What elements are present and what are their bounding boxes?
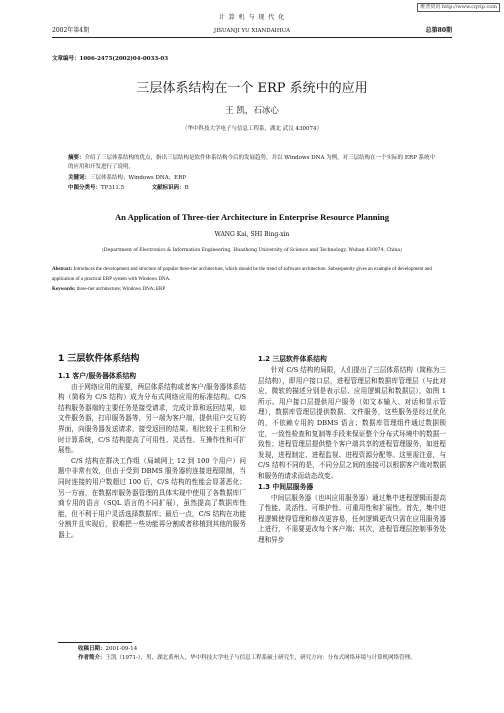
issue-label: 2002年第4期: [52, 27, 90, 34]
paragraph: C/S 结构在群决工作组（局域网上 12 到 100 个用户）问题中非常有效，但由于受到 DBMS 服务器的连接进程限制，当同时连接的用户数超过 100 后，C/S 结构的性能会显著恶化；另一方面，在数据库服务器管理的具体实现中使用了各数据库厂商专用的语言（SQL 语言的不同扩展），虽然提高了数据库性能，但不利于用户灵活选择数据库；最后一点，C/S 结构在功能分割并且实现后，很难把一些功能再分割或者移植到其他的服务器上。: [58, 456, 246, 539]
header-rule: [52, 37, 452, 38]
bio-label: 作者简介：: [78, 654, 106, 661]
doc-code-value: B: [184, 185, 189, 191]
abstract-cn-text: 介绍了三层体系结构的优点，指出三层结构是软件体系结构今后的发展趋势，并以 Windows DNA 为例，对三层结构在一个实际的 ERP 系统中的应用和开发进行了说明。: [68, 155, 436, 170]
page-title: 三层体系结构在一个 ERP 系统中的应用: [136, 81, 368, 96]
article-number: 文章编号：1006-2475(2002)04-0033-03: [52, 56, 169, 62]
received-date: [78, 645, 458, 654]
abstract-en: [52, 265, 452, 285]
affiliation-en: (Department of Electronics & Information Engineering, Huazhong University of Science and Technology, Wuhan 430074, China): [102, 248, 402, 253]
paragraph: 针对 C/S 结构的局限，人们提出了三层体系结构（简称为三层结构），即用户接口层，进程管理层和数据库管理层（与此对应，微软的描述分别是表示层、应用逻辑层和数据层），如图 1 所示。用户接口层提供用户服务（如文本输入、对话和显示管理），数据库管理层提供数据、文件服务，这些服务是经过优化的，不依赖专用的 DBMS 语言；数据库管理组件通过数据锁定，一致性检查和复制等手段来保证整个分布式环境中的数据一致性；进程管理层提供整个客户端共享的进程管理服务，如进程发现，进程制定、进程监视、进程资源分配等。这里需注意，与 C/S 结构不同的是，不同分层之间的连接可以根据客户端对数据和服务的请求而动态改变。: [258, 366, 446, 480]
keywords-cn: [68, 175, 438, 182]
received-label: 收稿日期：: [78, 646, 106, 652]
keywords-en: [52, 286, 452, 293]
affiliation: （华中科技大学电子与信息工程系，湖北 武汉 430074）: [182, 126, 322, 132]
section-1-2-heading: 1.2 三层软件体系结构: [258, 355, 327, 363]
bio-text: 王凯（1971-），男，湖北黄州人，华中科技大学电子与信息工程系硕士研究生，研究方向：分布式网络环境与计算机网络管理。: [105, 654, 416, 661]
classification: [68, 185, 438, 192]
footnote-rule: [58, 642, 132, 643]
clc-value: TP311.5: [101, 185, 125, 191]
left-column: [58, 354, 246, 541]
doc-code-label: 文献标识码：: [151, 185, 185, 191]
author-bio: [78, 654, 458, 663]
total-issue-label: 总第80期: [425, 27, 452, 34]
keywords-en-text: three-tier architecture; Windows DNA; ERP: [76, 287, 166, 292]
paragraph: 由于网络应用的需要，两层体系结构或者客户/服务器体系结构（简称为 C/S 结构）成为分布式网络应用的标准结构。C/S 结构服务器端的主要任务是接受请求，完成计算和返回结果，如文件服务器，打印服务器等，另一端为客户端，提供用户交互的界面，向服务器发送请求，接受返回的结果。相比较于主机和分时计算系统，C/S 结构提高了可用性、灵活性、互操作性和可扩展性。: [58, 382, 246, 455]
title-en: An Application of Three-tier Architecture in Enterprise Resource Planning: [114, 212, 390, 222]
abstract-en-text: Introduces the development and structure of popular three-tier architecture, which should be the trend of software architecture. Subsequently gives an example of development and application of a practical ERP system with Windows DNA.: [52, 267, 432, 282]
authors-en: WANG Kai, SHI Bing-xin: [214, 231, 290, 238]
keywords-cn-text: 三层体系结构；Windows DNA；ERP: [90, 175, 187, 181]
abstract-en-label: Abstract:: [52, 267, 73, 272]
paragraph: 中间层服务器（也叫应用服务器）通过集中进程逻辑而提高了性能、灵活性、可维护性、可重用性和扩展性。首先，集中进程逻辑使得管理和修改更容易，任何逻辑更改只需在应用服务器上进行，不需要更改每个客户端；其次，进程管理层控制事务处理和异步: [258, 493, 446, 544]
section-1-3-heading: 1.3 中间层服务器: [258, 482, 314, 491]
journal-title-pinyin: JISUANJI YU XIANDAIHUA: [213, 28, 291, 34]
keywords-en-label: Keywords:: [52, 287, 76, 292]
authors: 王 凯，石冰心: [225, 106, 279, 116]
section-1-heading: 1 三层软件体系结构: [58, 354, 140, 364]
abstract-cn-label: 摘要：: [68, 155, 85, 161]
received-value: 2001-09-14: [105, 646, 138, 652]
section-1-1-heading: 1.1 客户/服务器体系结构: [58, 371, 137, 380]
journal-title-cn: 计 算 机 与 现 代 化: [218, 14, 286, 21]
watermark: 维普资讯 http://www.cqvip.com: [417, 3, 500, 12]
abstract-cn: [68, 154, 438, 172]
right-column: [258, 354, 446, 546]
keywords-cn-label: 关键词：: [68, 175, 91, 181]
footnote: [78, 645, 458, 662]
clc-label: 中图分类号：: [68, 185, 102, 191]
